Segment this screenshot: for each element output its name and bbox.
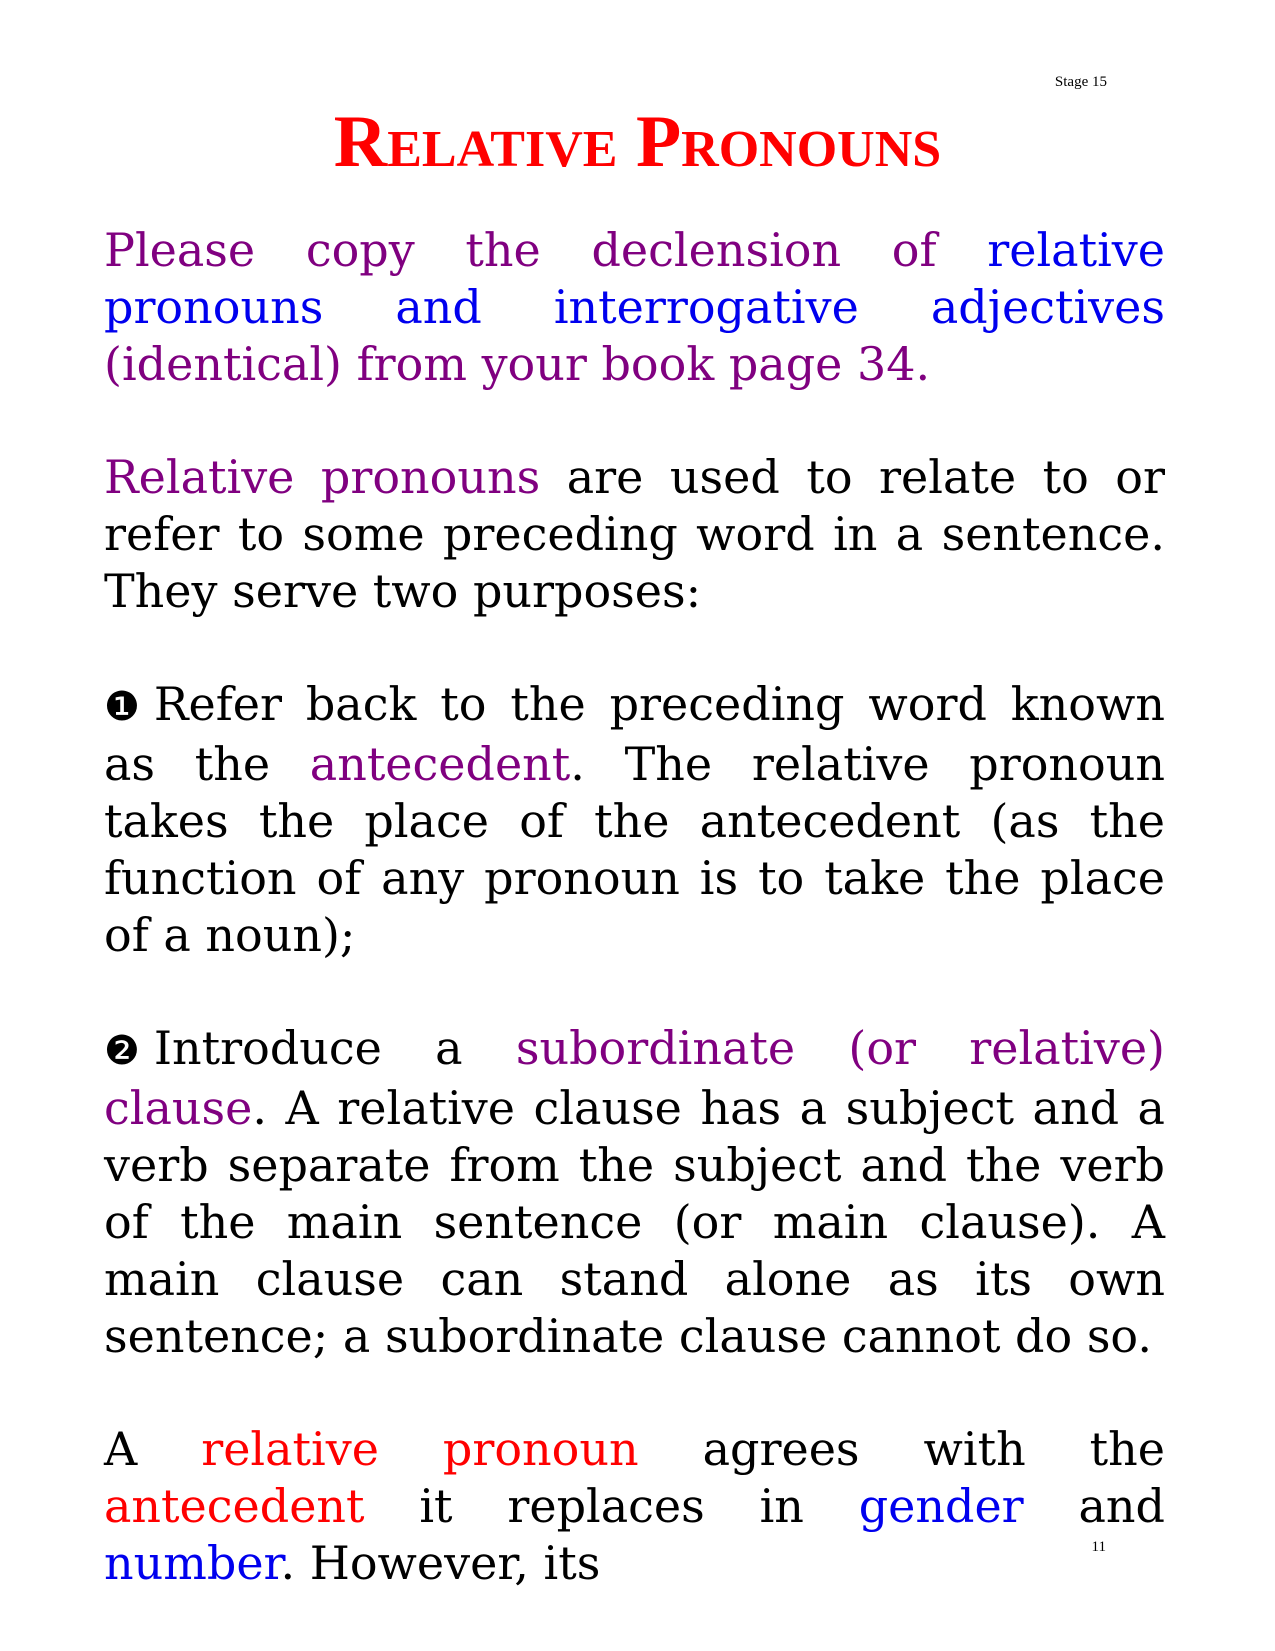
- text-segment: antecedent: [104, 1479, 365, 1533]
- paragraph: [104, 449, 1165, 620]
- text-segment: and: [1023, 1479, 1165, 1533]
- text-segment: are used to relate to or refer to some preceding word in a sentence. They serve two purposes:: [104, 450, 1165, 618]
- text-segment: antecedent: [309, 737, 571, 791]
- paragraph: [104, 222, 1165, 393]
- numbered-bullet-icon: ❷: [104, 1028, 140, 1074]
- numbered-bullet-icon: ❶: [104, 684, 140, 730]
- content-body: [104, 222, 1165, 1648]
- text-segment: relative pronoun: [201, 1422, 639, 1476]
- text-segment: number: [104, 1536, 281, 1590]
- text-segment: gender: [858, 1479, 1024, 1533]
- paragraph: [104, 1421, 1165, 1592]
- stage-label: Stage 15: [1054, 74, 1107, 90]
- page-title: Relative Pronouns: [333, 101, 942, 183]
- text-segment: relative pronouns and interrogative adjectives: [104, 223, 1165, 334]
- text-segment: Relative pronouns: [104, 450, 541, 504]
- text-segment: (identical) from your book page 34.: [104, 337, 931, 391]
- text-segment: Refer back to the preceding word known as the: [104, 677, 1165, 791]
- text-segment: subordinate (or relative) clause: [104, 1021, 1165, 1135]
- text-segment: . However, its: [280, 1536, 601, 1590]
- paragraph: [104, 1020, 1165, 1365]
- text-segment: . A relative clause has a subject and a verb separate from the subject and the verb of the main sentence (or main clause). A main clause can stand alone as its own sentence; a subordinate clause cannot do so.: [104, 1081, 1165, 1363]
- text-segment: agrees with the: [638, 1422, 1166, 1476]
- text-segment: Introduce a: [153, 1021, 516, 1075]
- paragraph: [104, 676, 1165, 964]
- text-segment: Please copy the declension of: [104, 223, 988, 277]
- text-segment: A: [104, 1422, 202, 1476]
- text-segment: . The relative pronoun takes the place of the antecedent (as the function of any pronoun is to take the place of a noun);: [104, 737, 1165, 962]
- text-segment: it replaces in: [364, 1479, 859, 1533]
- page-number: 11: [1091, 1539, 1106, 1555]
